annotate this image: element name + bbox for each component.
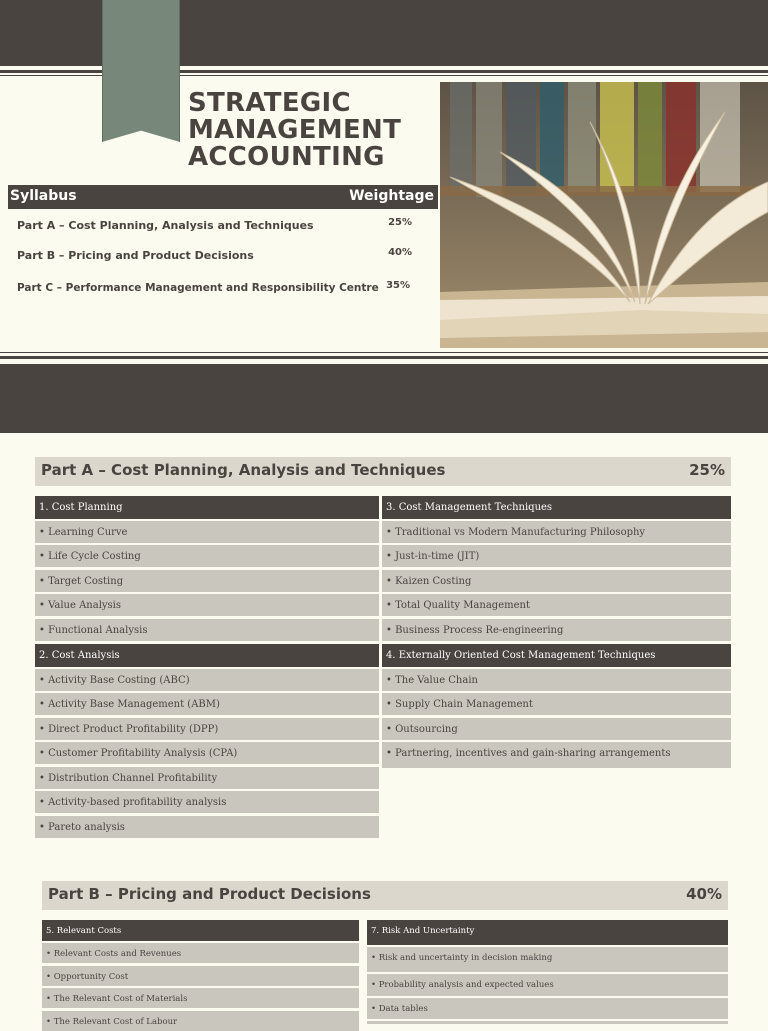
part-a-heading: [35, 457, 731, 486]
list-item: • Value Analysis: [35, 594, 379, 616]
mid-rule-1: [0, 352, 768, 353]
syllabus-row-pct: 35%: [386, 280, 410, 291]
list-item: • Supply Chain Management: [382, 693, 731, 715]
list-item: • Traditional vs Modern Manufacturing Philosophy: [382, 521, 731, 543]
list-item: • Target Costing: [35, 570, 379, 592]
part-b-weight: 40%: [686, 885, 722, 903]
table-header: 4. Externally Oriented Cost Management Techniques: [382, 644, 731, 667]
syllabus-row-name: Part C – Performance Management and Responsibility Centre: [17, 282, 379, 294]
title-line-3: ACCOUNTING: [188, 142, 385, 172]
part-a-weight: 25%: [689, 461, 725, 479]
syllabus-row-name: Part A – Cost Planning, Analysis and Techniques: [17, 219, 314, 232]
syllabus-row-pct: 25%: [388, 217, 412, 228]
syllabus-label: Syllabus: [10, 188, 77, 204]
weightage-label: Weightage: [349, 188, 434, 204]
list-item: • Direct Product Profitability (DPP): [35, 718, 379, 740]
book-illustration: [440, 82, 768, 348]
list-item: • Outsourcing: [382, 718, 731, 740]
book-photo: [440, 82, 768, 348]
list-item: • Activity-based profitability analysis: [35, 791, 379, 813]
list-item: • Activity Base Management (ABM): [35, 693, 379, 715]
list-item: • Functional Analysis: [35, 619, 379, 641]
table-header: 5. Relevant Costs: [42, 920, 359, 941]
list-item: • Pareto analysis: [35, 816, 379, 838]
syllabus-row-pct: 40%: [388, 247, 412, 258]
title-line-1: STRATEGIC: [188, 88, 351, 118]
list-item: • The Relevant Cost of Labour: [42, 1011, 359, 1031]
page-title: [188, 90, 438, 171]
list-item: • Just-in-time (JIT): [382, 545, 731, 567]
part-b-title: Part B – Pricing and Product Decisions: [48, 885, 371, 903]
table-header: 1. Cost Planning: [35, 496, 379, 519]
syllabus-header: [8, 185, 438, 209]
list-item: • Business Process Re-engineering: [382, 619, 731, 641]
list-item: • Risk and uncertainty in decision making: [367, 947, 728, 972]
part-a-title: Part A – Cost Planning, Analysis and Techniques: [41, 461, 446, 479]
mid-rule-2: [0, 356, 768, 359]
list-item: • Total Quality Management: [382, 594, 731, 616]
list-item: • Customer Profitability Analysis (CPA): [35, 742, 379, 764]
list-item: • Opportunity Cost: [42, 966, 359, 986]
list-item: • Data tables: [367, 998, 728, 1019]
list-item: • Learning Curve: [35, 521, 379, 543]
bookmark-ribbon: [102, 0, 180, 142]
title-line-2: MANAGEMENT: [188, 115, 402, 145]
list-item: • Activity Base Costing (ABC): [35, 669, 379, 691]
list-item: • Life Cycle Costing: [35, 545, 379, 567]
list-item: • Relevant Costs and Revenues: [42, 943, 359, 963]
table-header: 7. Risk And Uncertainty: [367, 920, 728, 945]
section-divider-bar: [0, 364, 768, 433]
table-header: 2. Cost Analysis: [35, 644, 379, 667]
part-b-heading: [42, 881, 728, 910]
syllabus-row-name: Part B – Pricing and Product Decisions: [17, 249, 254, 262]
list-item: • The Value Chain: [382, 669, 731, 691]
table-header: 3. Cost Management Techniques: [382, 496, 731, 519]
list-item: • Probability analysis and expected values: [367, 974, 728, 996]
list-item: • Partnering, incentives and gain-sharing arrangements: [382, 742, 731, 768]
list-item: • Distribution Channel Profitability: [35, 767, 379, 789]
list-item: • Kaizen Costing: [382, 570, 731, 592]
list-item: • The Relevant Cost of Materials: [42, 988, 359, 1008]
